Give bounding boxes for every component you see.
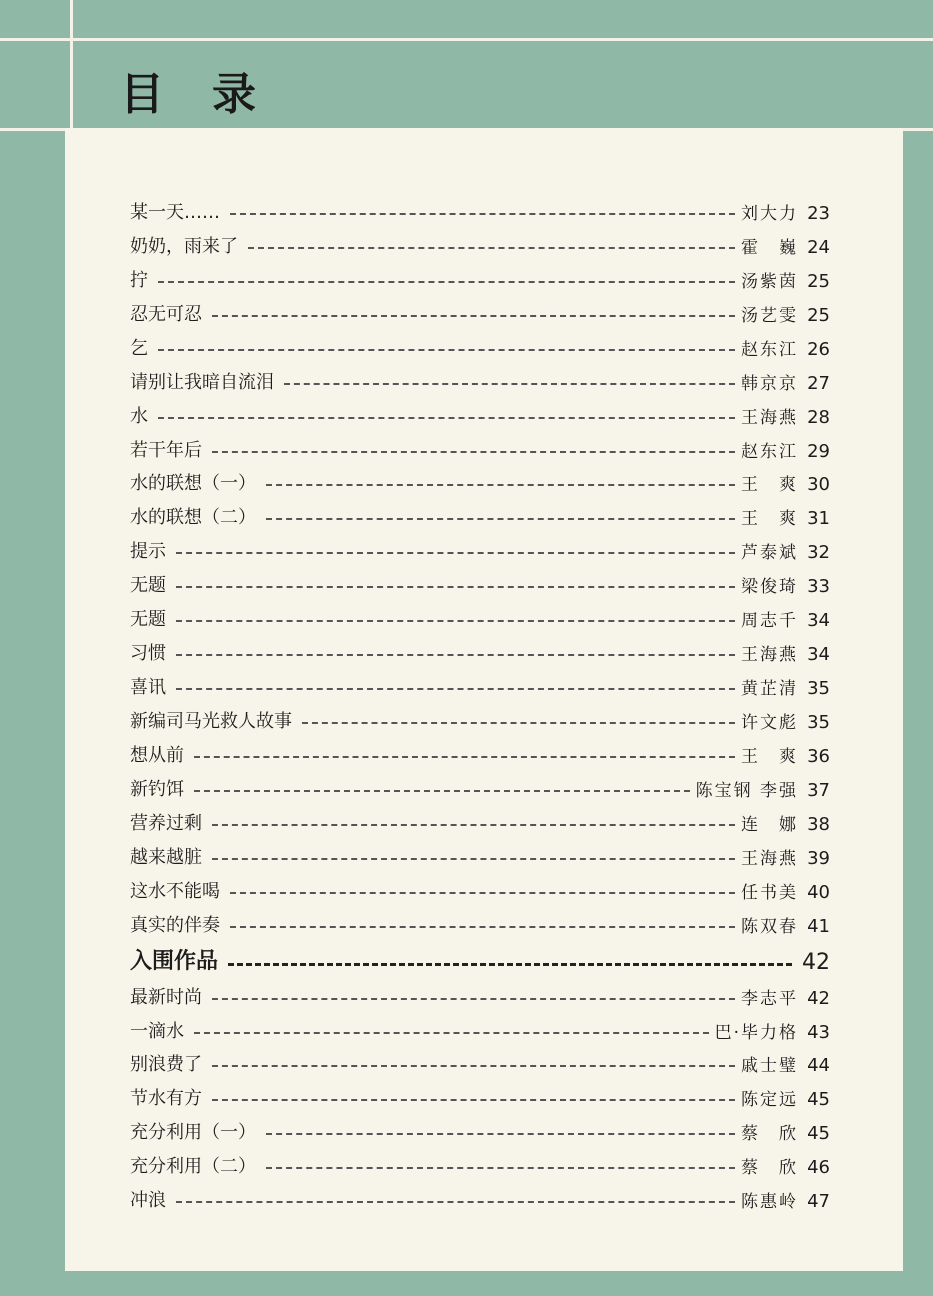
entry-title: 提示 (130, 541, 166, 563)
entry-title: 别浪费了 (130, 1054, 202, 1076)
page-title: 目录 (120, 69, 304, 120)
entry-title: 营养过剩 (130, 812, 202, 834)
entry-title: 无题 (130, 575, 166, 597)
entry-author: 陈定远 (741, 1090, 798, 1111)
toc-entry[interactable] (130, 394, 830, 428)
toc-entry[interactable] (130, 835, 830, 869)
entry-author: 许文彪 (741, 713, 798, 733)
toc-entry[interactable] (130, 869, 830, 903)
entry-title: 节水有方 (130, 1088, 202, 1110)
entry-page: 38 (807, 813, 830, 835)
entry-page: 40 (807, 881, 830, 903)
entry-page: 42 (807, 987, 830, 1009)
leader-dashes (266, 484, 735, 486)
leader-dashes (194, 1032, 709, 1034)
table-of-contents (130, 190, 830, 1212)
entry-author: 赵东江 (741, 339, 798, 360)
entry-author: 王海燕 (741, 645, 798, 666)
entry-author: 韩京京 (741, 373, 798, 394)
entry-title: 入围作品 (130, 948, 219, 974)
entry-title: 充分利用（二） (130, 1156, 256, 1178)
entry-title: 习惯 (130, 643, 166, 665)
entry-title: 充分利用（一） (130, 1122, 256, 1144)
entry-page: 25 (807, 270, 830, 292)
entry-author: 赵东江 (741, 441, 798, 462)
entry-page: 43 (807, 1021, 830, 1043)
toc-entry[interactable] (130, 258, 830, 292)
toc-entry[interactable] (130, 1009, 830, 1043)
entry-page: 34 (807, 644, 830, 666)
entry-author: 蔡 欣 (741, 1158, 798, 1179)
leader-dashes (228, 963, 792, 966)
toc-entry[interactable] (130, 733, 830, 767)
toc-entry[interactable] (130, 495, 830, 529)
toc-entry[interactable] (130, 631, 830, 665)
leader-dashes (212, 315, 735, 317)
entry-title: 这水不能喝 (130, 880, 220, 902)
entry-author: 汤艺雯 (741, 305, 798, 326)
entry-page: 42 (802, 949, 830, 975)
entry-title: 乞 (130, 337, 148, 359)
entry-author: 蔡 欣 (741, 1124, 798, 1145)
toc-entry[interactable] (130, 801, 830, 835)
leader-dashes (176, 1201, 735, 1203)
entry-page: 24 (807, 236, 830, 258)
entry-author: 连 娜 (741, 814, 798, 835)
entry-page: 46 (807, 1157, 830, 1179)
leader-dashes (230, 892, 735, 894)
entry-author: 王海燕 (741, 848, 798, 869)
entry-title: 最新时尚 (130, 986, 202, 1008)
entry-page: 45 (807, 1089, 830, 1111)
toc-entry[interactable] (130, 767, 830, 801)
entry-title: 奶奶，雨来了 (130, 235, 238, 257)
entry-page: 30 (807, 474, 830, 496)
decor-line-vertical (70, 0, 73, 128)
entry-author: 周志千 (741, 611, 798, 632)
toc-entry[interactable] (130, 360, 830, 394)
entry-page: 29 (807, 440, 830, 462)
entry-page: 31 (807, 508, 830, 530)
leader-dashes (248, 247, 735, 249)
entry-page: 27 (807, 372, 830, 394)
entry-page: 34 (807, 610, 830, 632)
entry-title: 拧 (130, 269, 148, 291)
entry-page: 47 (807, 1191, 830, 1213)
entry-page: 32 (807, 542, 830, 564)
entry-title: 新编司马光救人故事 (130, 711, 292, 732)
leader-dashes (176, 620, 735, 622)
entry-title: 喜讯 (130, 677, 166, 699)
entry-page: 41 (807, 915, 830, 937)
leader-dashes (230, 926, 735, 928)
entry-page: 33 (807, 576, 830, 598)
leader-dashes (266, 1167, 735, 1169)
leader-dashes (176, 552, 735, 554)
entry-title: 水的联想（二） (130, 507, 256, 529)
entry-title: 水 (130, 405, 148, 427)
toc-entry[interactable] (130, 665, 830, 699)
entry-title: 某一天…… (130, 201, 220, 223)
toc-entry[interactable] (130, 1110, 830, 1144)
entry-page: 36 (807, 745, 830, 767)
entry-page: 25 (807, 304, 830, 326)
entry-page: 35 (807, 712, 830, 733)
leader-dashes (266, 1133, 735, 1135)
leader-dashes (176, 688, 735, 690)
leader-dashes (158, 349, 735, 351)
entry-author: 王 爽 (741, 746, 798, 767)
entry-page: 39 (807, 847, 830, 869)
leader-dashes (212, 1065, 735, 1067)
entry-page: 26 (807, 338, 830, 360)
toc-entry[interactable] (130, 292, 830, 326)
entry-author: 巴·毕力格 (714, 1022, 798, 1043)
entry-title: 水的联想（一） (130, 473, 256, 495)
entry-title: 一滴水 (130, 1020, 184, 1042)
toc-section-header[interactable] (130, 937, 830, 975)
toc-entry[interactable] (130, 1144, 830, 1178)
entry-title: 冲浪 (130, 1190, 166, 1212)
leader-dashes (176, 654, 735, 656)
entry-title: 想从前 (130, 744, 184, 766)
entry-page: 44 (807, 1055, 830, 1077)
entry-page: 23 (807, 202, 830, 224)
leader-dashes (176, 586, 735, 588)
toc-entry[interactable] (130, 1043, 830, 1077)
entry-author: 王 爽 (741, 509, 798, 530)
leader-dashes (266, 518, 735, 520)
leader-dashes (212, 451, 735, 453)
entry-author: 王海燕 (741, 407, 798, 428)
entry-author: 陈惠岭 (741, 1192, 798, 1213)
toc-entry[interactable] (130, 699, 830, 733)
toc-entry[interactable] (130, 224, 830, 258)
toc-entry[interactable] (130, 529, 830, 563)
entry-author: 霍 巍 (741, 237, 798, 258)
entry-page: 45 (807, 1123, 830, 1145)
leader-dashes (212, 998, 735, 1000)
leader-dashes (194, 756, 735, 758)
leader-dashes (194, 790, 690, 792)
entry-author: 王 爽 (741, 475, 798, 496)
leader-dashes (212, 824, 735, 826)
entry-title: 越来越脏 (130, 846, 202, 868)
entry-author: 芦泰斌 (741, 543, 798, 564)
entry-author: 任书美 (741, 882, 798, 903)
entry-author: 刘大力 (741, 203, 798, 224)
entry-author: 黄芷清 (741, 679, 798, 700)
leader-dashes (230, 213, 735, 215)
entry-title: 新钓饵 (130, 778, 184, 800)
entry-title: 请别让我暗自流泪 (130, 371, 274, 393)
toc-entry[interactable] (130, 428, 830, 462)
toc-entry[interactable] (130, 1178, 830, 1212)
toc-entry[interactable] (130, 190, 830, 224)
leader-dashes (284, 383, 735, 385)
leader-dashes (212, 858, 735, 860)
entry-author: 汤紫茵 (741, 271, 798, 292)
toc-entry[interactable] (130, 462, 830, 496)
toc-entry[interactable] (130, 563, 830, 597)
entry-title: 真实的伴奏 (130, 914, 220, 936)
toc-entry[interactable] (130, 326, 830, 360)
leader-dashes (302, 722, 735, 724)
entry-title: 若干年后 (130, 439, 202, 461)
entry-title: 无题 (130, 609, 166, 631)
leader-dashes (158, 281, 735, 283)
entry-author: 陈宝钢 李强 (695, 780, 798, 801)
toc-entry[interactable] (130, 1076, 830, 1110)
toc-entry[interactable] (130, 903, 830, 937)
entry-page: 28 (807, 406, 830, 428)
toc-entry[interactable] (130, 597, 830, 631)
entry-author: 戚士璧 (741, 1056, 798, 1077)
entry-title: 忍无可忍 (130, 303, 202, 325)
decor-line-top (0, 38, 933, 41)
toc-entry[interactable] (130, 975, 830, 1009)
entry-author: 李志平 (741, 988, 798, 1009)
entry-page: 37 (807, 779, 830, 801)
entry-page: 35 (807, 678, 830, 700)
entry-author: 陈双春 (741, 916, 798, 937)
leader-dashes (158, 417, 735, 419)
entry-author: 梁俊琦 (741, 577, 798, 598)
leader-dashes (212, 1099, 735, 1101)
